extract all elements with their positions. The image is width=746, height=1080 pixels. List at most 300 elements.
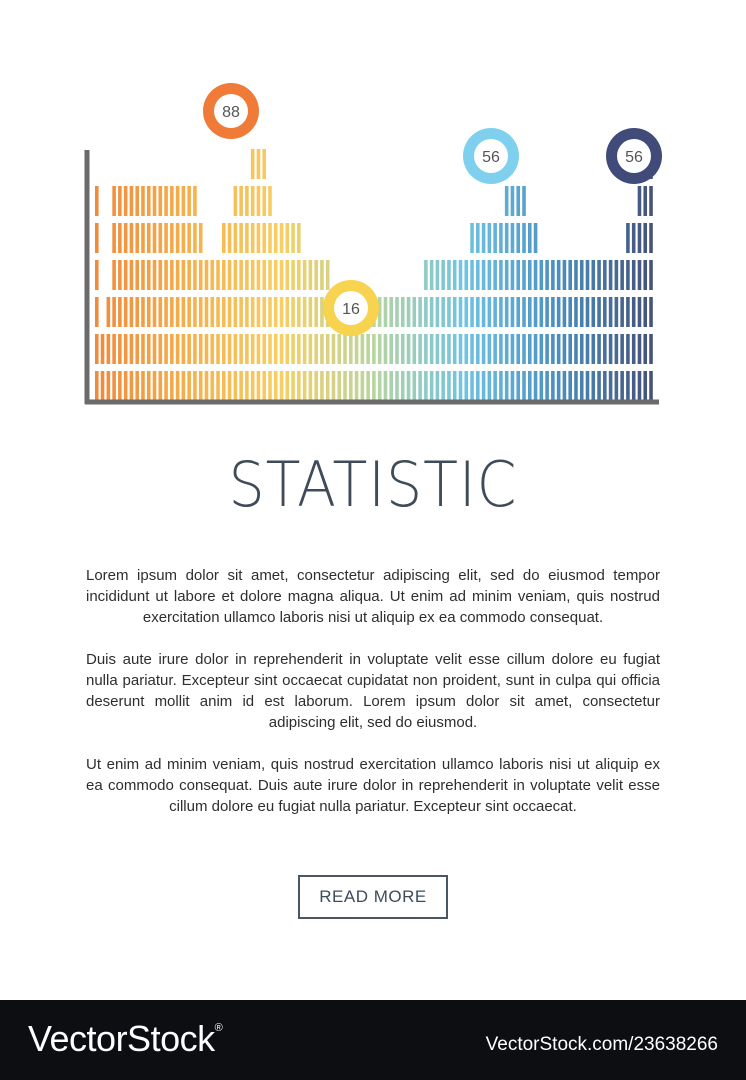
- bar-segment: [164, 297, 168, 327]
- bar-segment: [482, 334, 486, 364]
- bar-segment: [153, 186, 157, 216]
- bar-segment: [528, 260, 532, 290]
- bar-segment: [568, 297, 572, 327]
- bar-segment: [424, 334, 428, 364]
- bar-segment: [268, 297, 272, 327]
- bar-segment: [130, 371, 134, 401]
- bar-segment: [170, 186, 174, 216]
- bar-segment: [187, 260, 191, 290]
- bar-segment: [130, 297, 134, 327]
- bar-segment: [470, 371, 474, 401]
- bar-segment: [130, 260, 134, 290]
- bar-segment: [638, 371, 642, 401]
- bar-segment: [505, 186, 509, 216]
- bar-segment: [447, 297, 451, 327]
- bar-segment: [239, 334, 243, 364]
- paragraph-2: Duis aute irure dolor in reprehenderit in voluptate velit esse cillum dolore eu fugiat nulla pariatur. Excepteur sint occaecat cupidatat non proident, sunt in culpa qui officia deserunt mollit anim id est laborum. Lorem ipsum dolor sit amet, consectetur adipiscing elit, sed do eiusmod.: [86, 651, 660, 731]
- bar-segment: [649, 297, 653, 327]
- bar-segment: [493, 260, 497, 290]
- bar-segment: [401, 371, 405, 401]
- bar-segment: [574, 371, 578, 401]
- bar-segment: [130, 223, 134, 253]
- bar-segment: [436, 297, 440, 327]
- bar-segment: [239, 297, 243, 327]
- bar-segment: [413, 297, 417, 327]
- bar-segment: [118, 297, 122, 327]
- bar-segment: [591, 260, 595, 290]
- bar-segment: [286, 334, 290, 364]
- bar-segment: [280, 260, 284, 290]
- bar-segment: [436, 334, 440, 364]
- bar-segment: [493, 223, 497, 253]
- bar-segment: [147, 334, 151, 364]
- bar-segment: [488, 297, 492, 327]
- bar-segment: [609, 334, 613, 364]
- bar-segment: [251, 260, 255, 290]
- bar-segment: [228, 297, 232, 327]
- bar-segment: [493, 334, 497, 364]
- body-text: [86, 565, 660, 838]
- bar-segment: [176, 186, 180, 216]
- bar-segment: [245, 260, 249, 290]
- bar-segment: [245, 297, 249, 327]
- bar-segment: [332, 371, 336, 401]
- bar-segment: [643, 371, 647, 401]
- bar-segment: [268, 371, 272, 401]
- bar-segment: [326, 371, 330, 401]
- bar-segment: [424, 260, 428, 290]
- bar-segment: [378, 334, 382, 364]
- bar-segment: [124, 297, 128, 327]
- bar-segment: [153, 297, 157, 327]
- bar-segment: [459, 334, 463, 364]
- bar-segment: [118, 186, 122, 216]
- bar-segment: [262, 149, 266, 179]
- bar-segment: [609, 260, 613, 290]
- bar-segment: [441, 260, 445, 290]
- bar-segment: [153, 334, 157, 364]
- bar-segment: [280, 334, 284, 364]
- bar-segment: [170, 223, 174, 253]
- bar-segment: [141, 223, 145, 253]
- bar-segment: [337, 334, 341, 364]
- bar-segment: [424, 371, 428, 401]
- bar-segment: [488, 334, 492, 364]
- bar-segment: [280, 297, 284, 327]
- bar-segment: [286, 371, 290, 401]
- bar-segment: [262, 297, 266, 327]
- bar-segment: [464, 371, 468, 401]
- bar-segment: [257, 186, 261, 216]
- bar-segment: [176, 297, 180, 327]
- bar-segment: [291, 297, 295, 327]
- bar-segment: [361, 334, 365, 364]
- bar-segment: [430, 371, 434, 401]
- bar-segment: [563, 260, 567, 290]
- bar-segment: [124, 223, 128, 253]
- bar-segment: [222, 297, 226, 327]
- bar-segment: [643, 186, 647, 216]
- bar-segment: [476, 371, 480, 401]
- bar-segment: [159, 223, 163, 253]
- bar-segment: [499, 334, 503, 364]
- bar-segment: [436, 371, 440, 401]
- bar-segment: [153, 371, 157, 401]
- bar-segment: [643, 334, 647, 364]
- bar-segment: [534, 297, 538, 327]
- callout-badge: [203, 83, 259, 139]
- bar-segment: [528, 223, 532, 253]
- bar-segment: [141, 334, 145, 364]
- bar-segment: [580, 334, 584, 364]
- bar-segment: [638, 186, 642, 216]
- bar-segment: [147, 260, 151, 290]
- bar-segment: [309, 371, 313, 401]
- bar-segment: [632, 334, 636, 364]
- bar-segment: [557, 260, 561, 290]
- callout-label: 16: [342, 301, 360, 318]
- bar-segment: [516, 186, 520, 216]
- bar-segment: [407, 371, 411, 401]
- bar-segment: [147, 371, 151, 401]
- bar-segment: [488, 371, 492, 401]
- bar-segment: [257, 334, 261, 364]
- bar-segment: [591, 371, 595, 401]
- bar-segment: [251, 149, 255, 179]
- bar-segment: [488, 260, 492, 290]
- bar-segment: [389, 371, 393, 401]
- bar-segment: [274, 334, 278, 364]
- bar-segment: [511, 297, 515, 327]
- bar-segment: [268, 334, 272, 364]
- bar-segment: [234, 223, 238, 253]
- bar-segment: [441, 371, 445, 401]
- bar-segment: [534, 334, 538, 364]
- bar-segment: [182, 223, 186, 253]
- bar-segment: [488, 223, 492, 253]
- bar-segment: [239, 223, 243, 253]
- bar-segment: [413, 334, 417, 364]
- bar-segment: [176, 260, 180, 290]
- bar-segment: [164, 260, 168, 290]
- bar-segment: [545, 334, 549, 364]
- bar-segment: [643, 223, 647, 253]
- bar-segment: [274, 260, 278, 290]
- bar-segment: [303, 297, 307, 327]
- callout-label: 88: [222, 104, 240, 121]
- bar-segment: [638, 334, 642, 364]
- bar-segment: [609, 371, 613, 401]
- bar-segment: [210, 260, 214, 290]
- bar-segment: [395, 297, 399, 327]
- bar-segment: [505, 371, 509, 401]
- bar-segment: [505, 334, 509, 364]
- bar-segment: [147, 223, 151, 253]
- bar-segment: [297, 223, 301, 253]
- bar-segment: [210, 334, 214, 364]
- bar-segment: [118, 334, 122, 364]
- bar-segment: [222, 371, 226, 401]
- bar-segment: [262, 371, 266, 401]
- bar-segment: [187, 186, 191, 216]
- paragraph-1: Lorem ipsum dolor sit amet, consectetur adipiscing elit, sed do eiusmod tempor incididunt ut labore et dolore magna aliqua. Ut enim ad minim veniam, quis nostrud exercitation ullamco laboris nisi ut aliquip ex ea commodo consequat.: [86, 567, 660, 626]
- bar-segment: [234, 297, 238, 327]
- bar-segment: [441, 297, 445, 327]
- bar-segment: [516, 260, 520, 290]
- bar-segment: [540, 260, 544, 290]
- bar-segment: [193, 260, 197, 290]
- bar-segment: [164, 223, 168, 253]
- bar-segment: [632, 371, 636, 401]
- bar-segment: [303, 371, 307, 401]
- bar-segment: [320, 297, 324, 327]
- bar-segment: [418, 297, 422, 327]
- bar-segment: [568, 334, 572, 364]
- bar-segment: [199, 371, 203, 401]
- callout-label: 56: [625, 149, 643, 166]
- bar-segment: [516, 223, 520, 253]
- bar-segment: [499, 297, 503, 327]
- bar-segment: [649, 223, 653, 253]
- bar-segment: [389, 334, 393, 364]
- bar-segment: [222, 223, 226, 253]
- bar-segment: [638, 297, 642, 327]
- bar-segment: [147, 297, 151, 327]
- bar-segment: [597, 371, 601, 401]
- bar-segment: [159, 371, 163, 401]
- bar-segment: [216, 371, 220, 401]
- bar-segment: [626, 260, 630, 290]
- read-more-button[interactable]: READ MORE: [298, 875, 448, 919]
- bar-segment: [239, 371, 243, 401]
- bar-segment: [135, 297, 139, 327]
- bar-segment: [118, 223, 122, 253]
- bar-segment: [297, 334, 301, 364]
- bar-segment: [643, 260, 647, 290]
- bar-segment: [389, 297, 393, 327]
- bar-segment: [239, 186, 243, 216]
- bar-segment: [205, 260, 209, 290]
- bar-segment: [597, 260, 601, 290]
- bar-segment: [332, 334, 336, 364]
- bar-segment: [632, 223, 636, 253]
- bar-segment: [603, 334, 607, 364]
- bar-segment: [505, 260, 509, 290]
- bar-segment: [343, 334, 347, 364]
- bar-segment: [257, 149, 261, 179]
- bar-segment: [164, 186, 168, 216]
- bar-segment: [499, 260, 503, 290]
- bar-segment: [574, 334, 578, 364]
- bar-segment: [101, 371, 105, 401]
- callout-label: 56: [482, 149, 500, 166]
- bar-segment: [470, 297, 474, 327]
- bar-segment: [262, 334, 266, 364]
- bar-segment: [286, 297, 290, 327]
- bar-segment: [632, 297, 636, 327]
- bar-segment: [141, 297, 145, 327]
- bar-segment: [580, 371, 584, 401]
- bar-segment: [234, 186, 238, 216]
- bar-segment: [511, 334, 515, 364]
- bar-segment: [182, 260, 186, 290]
- bar-segment: [205, 297, 209, 327]
- bar-segment: [638, 223, 642, 253]
- bar-segment: [297, 260, 301, 290]
- bar-segment: [286, 223, 290, 253]
- bar-segment: [366, 334, 370, 364]
- bar-segment: [251, 297, 255, 327]
- bar-segment: [574, 297, 578, 327]
- bar-segment: [464, 260, 468, 290]
- bar-segment: [499, 371, 503, 401]
- bar-segment: [135, 223, 139, 253]
- bar-segment: [407, 334, 411, 364]
- bar-segment: [199, 260, 203, 290]
- bar-segment: [620, 297, 624, 327]
- bar-segment: [159, 334, 163, 364]
- bar-segment: [112, 371, 116, 401]
- bar-segment: [453, 334, 457, 364]
- bar-segment: [314, 334, 318, 364]
- bar-segment: [528, 297, 532, 327]
- bar-segment: [516, 371, 520, 401]
- page-title: STATISTIC: [228, 448, 518, 521]
- bar-segment: [257, 297, 261, 327]
- bar-segment: [528, 334, 532, 364]
- bar-segment: [534, 260, 538, 290]
- bar-segment: [482, 223, 486, 253]
- bar-segment: [493, 297, 497, 327]
- bar-segment: [464, 297, 468, 327]
- bar-segment: [309, 260, 313, 290]
- bar-segment: [563, 297, 567, 327]
- bar-segment: [459, 297, 463, 327]
- bar-segment: [95, 223, 99, 253]
- bar-segment: [274, 297, 278, 327]
- bar-segment: [176, 223, 180, 253]
- bar-segment: [112, 334, 116, 364]
- bar-segment: [210, 371, 214, 401]
- bar-segment: [274, 223, 278, 253]
- bar-segment: [268, 223, 272, 253]
- bar-segment: [482, 297, 486, 327]
- bar-segment: [314, 260, 318, 290]
- bar-segment: [459, 260, 463, 290]
- bar-segment: [135, 334, 139, 364]
- bar-segment: [551, 371, 555, 401]
- bar-segment: [112, 297, 116, 327]
- bar-segment: [187, 371, 191, 401]
- bar-segment: [297, 371, 301, 401]
- bar-segment: [291, 260, 295, 290]
- bar-segment: [147, 186, 151, 216]
- bar-segment: [216, 334, 220, 364]
- bar-segment: [205, 371, 209, 401]
- bar-segment: [470, 260, 474, 290]
- bar-segment: [245, 334, 249, 364]
- bar-segment: [649, 334, 653, 364]
- bar-segment: [563, 371, 567, 401]
- bar-segment: [170, 334, 174, 364]
- bar-segment: [112, 186, 116, 216]
- bar-segment: [557, 371, 561, 401]
- bar-segment: [470, 223, 474, 253]
- bar-segment: [251, 186, 255, 216]
- bar-segment: [135, 371, 139, 401]
- bar-segment: [291, 371, 295, 401]
- bar-segment: [141, 371, 145, 401]
- bar-segment: [476, 223, 480, 253]
- bar-segment: [551, 297, 555, 327]
- bar-segment: [511, 223, 515, 253]
- bar-segment: [401, 297, 405, 327]
- bar-segment: [124, 260, 128, 290]
- bar-segment: [124, 371, 128, 401]
- bar-segment: [557, 334, 561, 364]
- bar-segment: [262, 223, 266, 253]
- bar-segment: [615, 371, 619, 401]
- bar-segment: [159, 260, 163, 290]
- bar-segment: [551, 260, 555, 290]
- bar-segment: [112, 223, 116, 253]
- bar-segment: [551, 334, 555, 364]
- bar-segment: [626, 371, 630, 401]
- bar-segment: [159, 297, 163, 327]
- bar-segment: [649, 186, 653, 216]
- bar-segment: [632, 260, 636, 290]
- bar-segment: [522, 297, 526, 327]
- chart-bars: [95, 149, 653, 401]
- bar-segment: [309, 297, 313, 327]
- bar-segment: [638, 260, 642, 290]
- bar-segment: [95, 297, 99, 327]
- bar-segment: [234, 371, 238, 401]
- bar-segment: [401, 334, 405, 364]
- bar-segment: [349, 371, 353, 401]
- bar-segment: [216, 297, 220, 327]
- bar-segment: [280, 223, 284, 253]
- bar-segment: [626, 334, 630, 364]
- bar-segment: [516, 297, 520, 327]
- bar-segment: [135, 186, 139, 216]
- bar-segment: [268, 186, 272, 216]
- bar-segment: [534, 371, 538, 401]
- bar-segment: [447, 371, 451, 401]
- bar-segment: [597, 297, 601, 327]
- bar-segment: [580, 297, 584, 327]
- bar-segment: [216, 260, 220, 290]
- bar-segment: [511, 371, 515, 401]
- bar-segment: [615, 297, 619, 327]
- bar-segment: [355, 334, 359, 364]
- brand-name: VectorStock: [28, 1018, 215, 1059]
- bar-segment: [326, 334, 330, 364]
- bar-segment: [187, 297, 191, 327]
- bar-segment: [430, 334, 434, 364]
- bar-segment: [407, 297, 411, 327]
- bar-segment: [511, 260, 515, 290]
- bar-segment: [193, 223, 197, 253]
- bar-segment: [476, 297, 480, 327]
- bar-segment: [193, 334, 197, 364]
- bar-chart: [0, 0, 746, 420]
- bar-segment: [522, 371, 526, 401]
- bar-segment: [234, 334, 238, 364]
- bar-segment: [199, 223, 203, 253]
- bar-segment: [470, 334, 474, 364]
- bar-segment: [355, 371, 359, 401]
